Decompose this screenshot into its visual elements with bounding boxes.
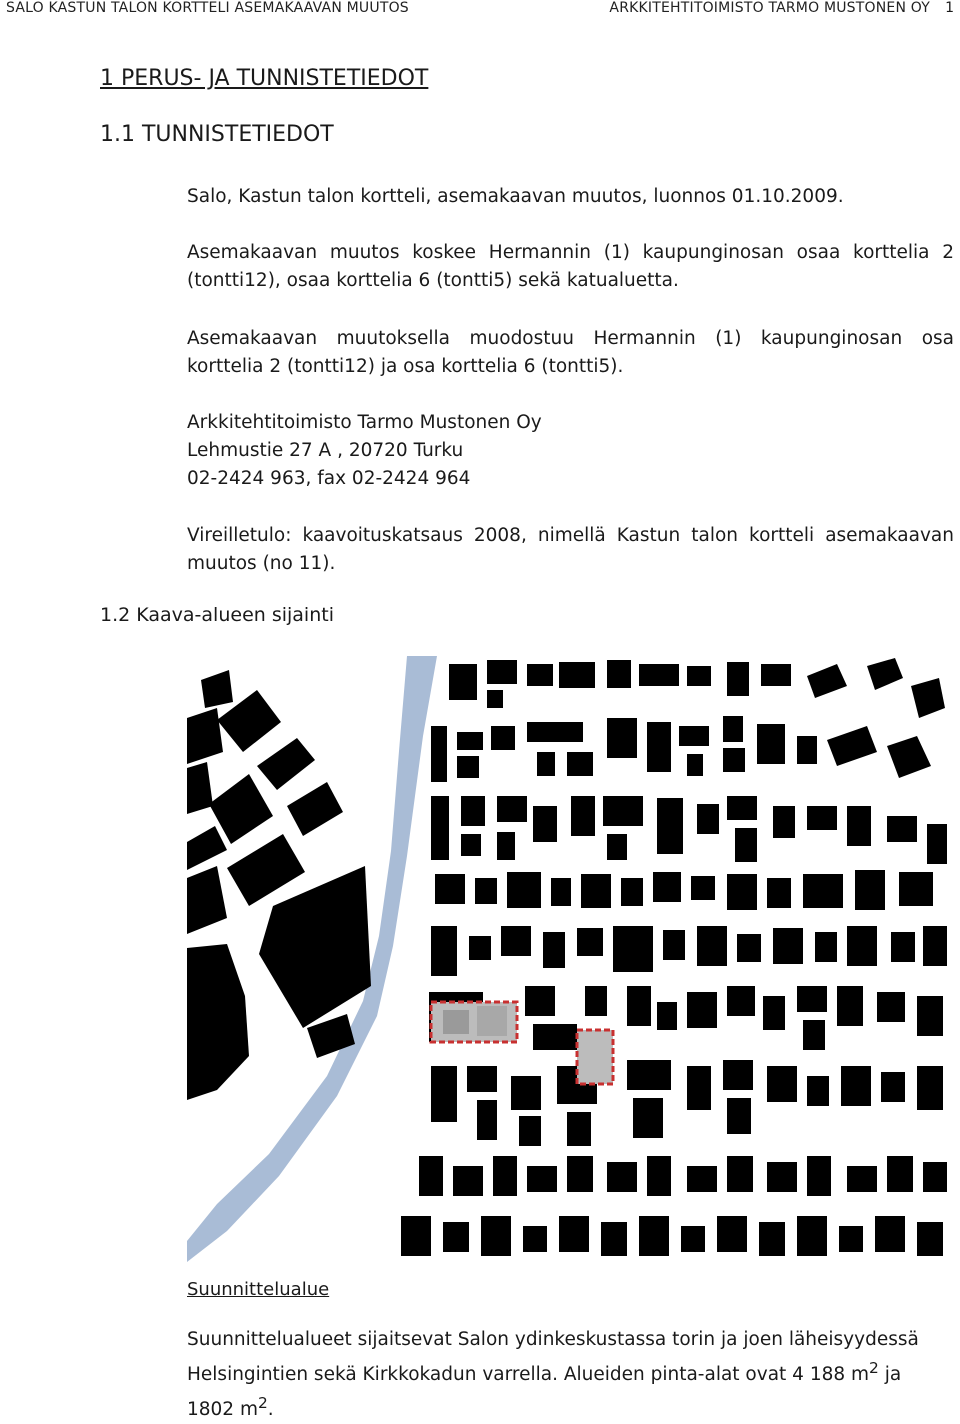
figure-ground-map [187,656,947,1276]
running-header-office: ARKKITEHTITOIMISTO TARMO MUSTONEN OY [609,0,930,16]
office-name: Arkkitehtitoimisto Tarmo Mustonen Oy [187,412,542,433]
location-text-main: Suunnittelualueet sijaitsevat Salon ydinkeskustassa torin ja joen läheisyydessä Helsingintien sekä Kirkkokadun varrella. Alueiden pinta-alat ovat 4 188 m [187,1329,919,1386]
paragraph-result: Asemakaavan muutoksella muodostuu Hermannin (1) kaupunginosan osa korttelia 2 (tontti12) ja osa korttelia 6 (tontti5). [187,328,954,377]
superscript-2: 2 [257,1394,268,1413]
office-address: Lehmustie 27 A , 20720 Turku [187,440,464,461]
location-map [187,656,947,1276]
location-text-between: ja 1802 m [187,1364,902,1421]
section-heading-1: 1 PERUS- JA TUNNISTETIEDOT [100,66,429,91]
paragraph-scope: Asemakaavan muutos koskee Hermannin (1) kaupunginosan osaa korttelia 2 (tontti12), osaa korttelia 6 (tontti5) sekä katualuetta. [187,242,954,291]
paragraph-location [187,1326,954,1424]
page-number: 1 [945,0,954,16]
planning-site-1 [431,1002,517,1042]
paragraph-initiation: Vireilletulo: kaavoituskatsaus 2008, nimellä Kastun talon kortteli asemakaavan muutos (no 11). [187,525,954,574]
section-heading-1-2: 1.2 Kaava-alueen sijainti [100,604,334,626]
plan-name: Salo, Kastun talon kortteli, asemakaavan muutos, luonnos 01.10.2009. [187,186,844,207]
map-caption: Suunnittelualue [187,1279,330,1300]
superscript-1: 2 [869,1359,879,1377]
planning-site-2 [577,1030,613,1084]
running-header-title: SALO KASTUN TALON KORTTELI ASEMAKAAVAN MUUTOS [6,0,409,16]
office-phone: 02-2424 963, fax 02-2424 964 [187,468,471,489]
location-text-end: . [267,1399,274,1421]
section-heading-1-1: 1.1 TUNNISTETIEDOT [100,122,334,147]
